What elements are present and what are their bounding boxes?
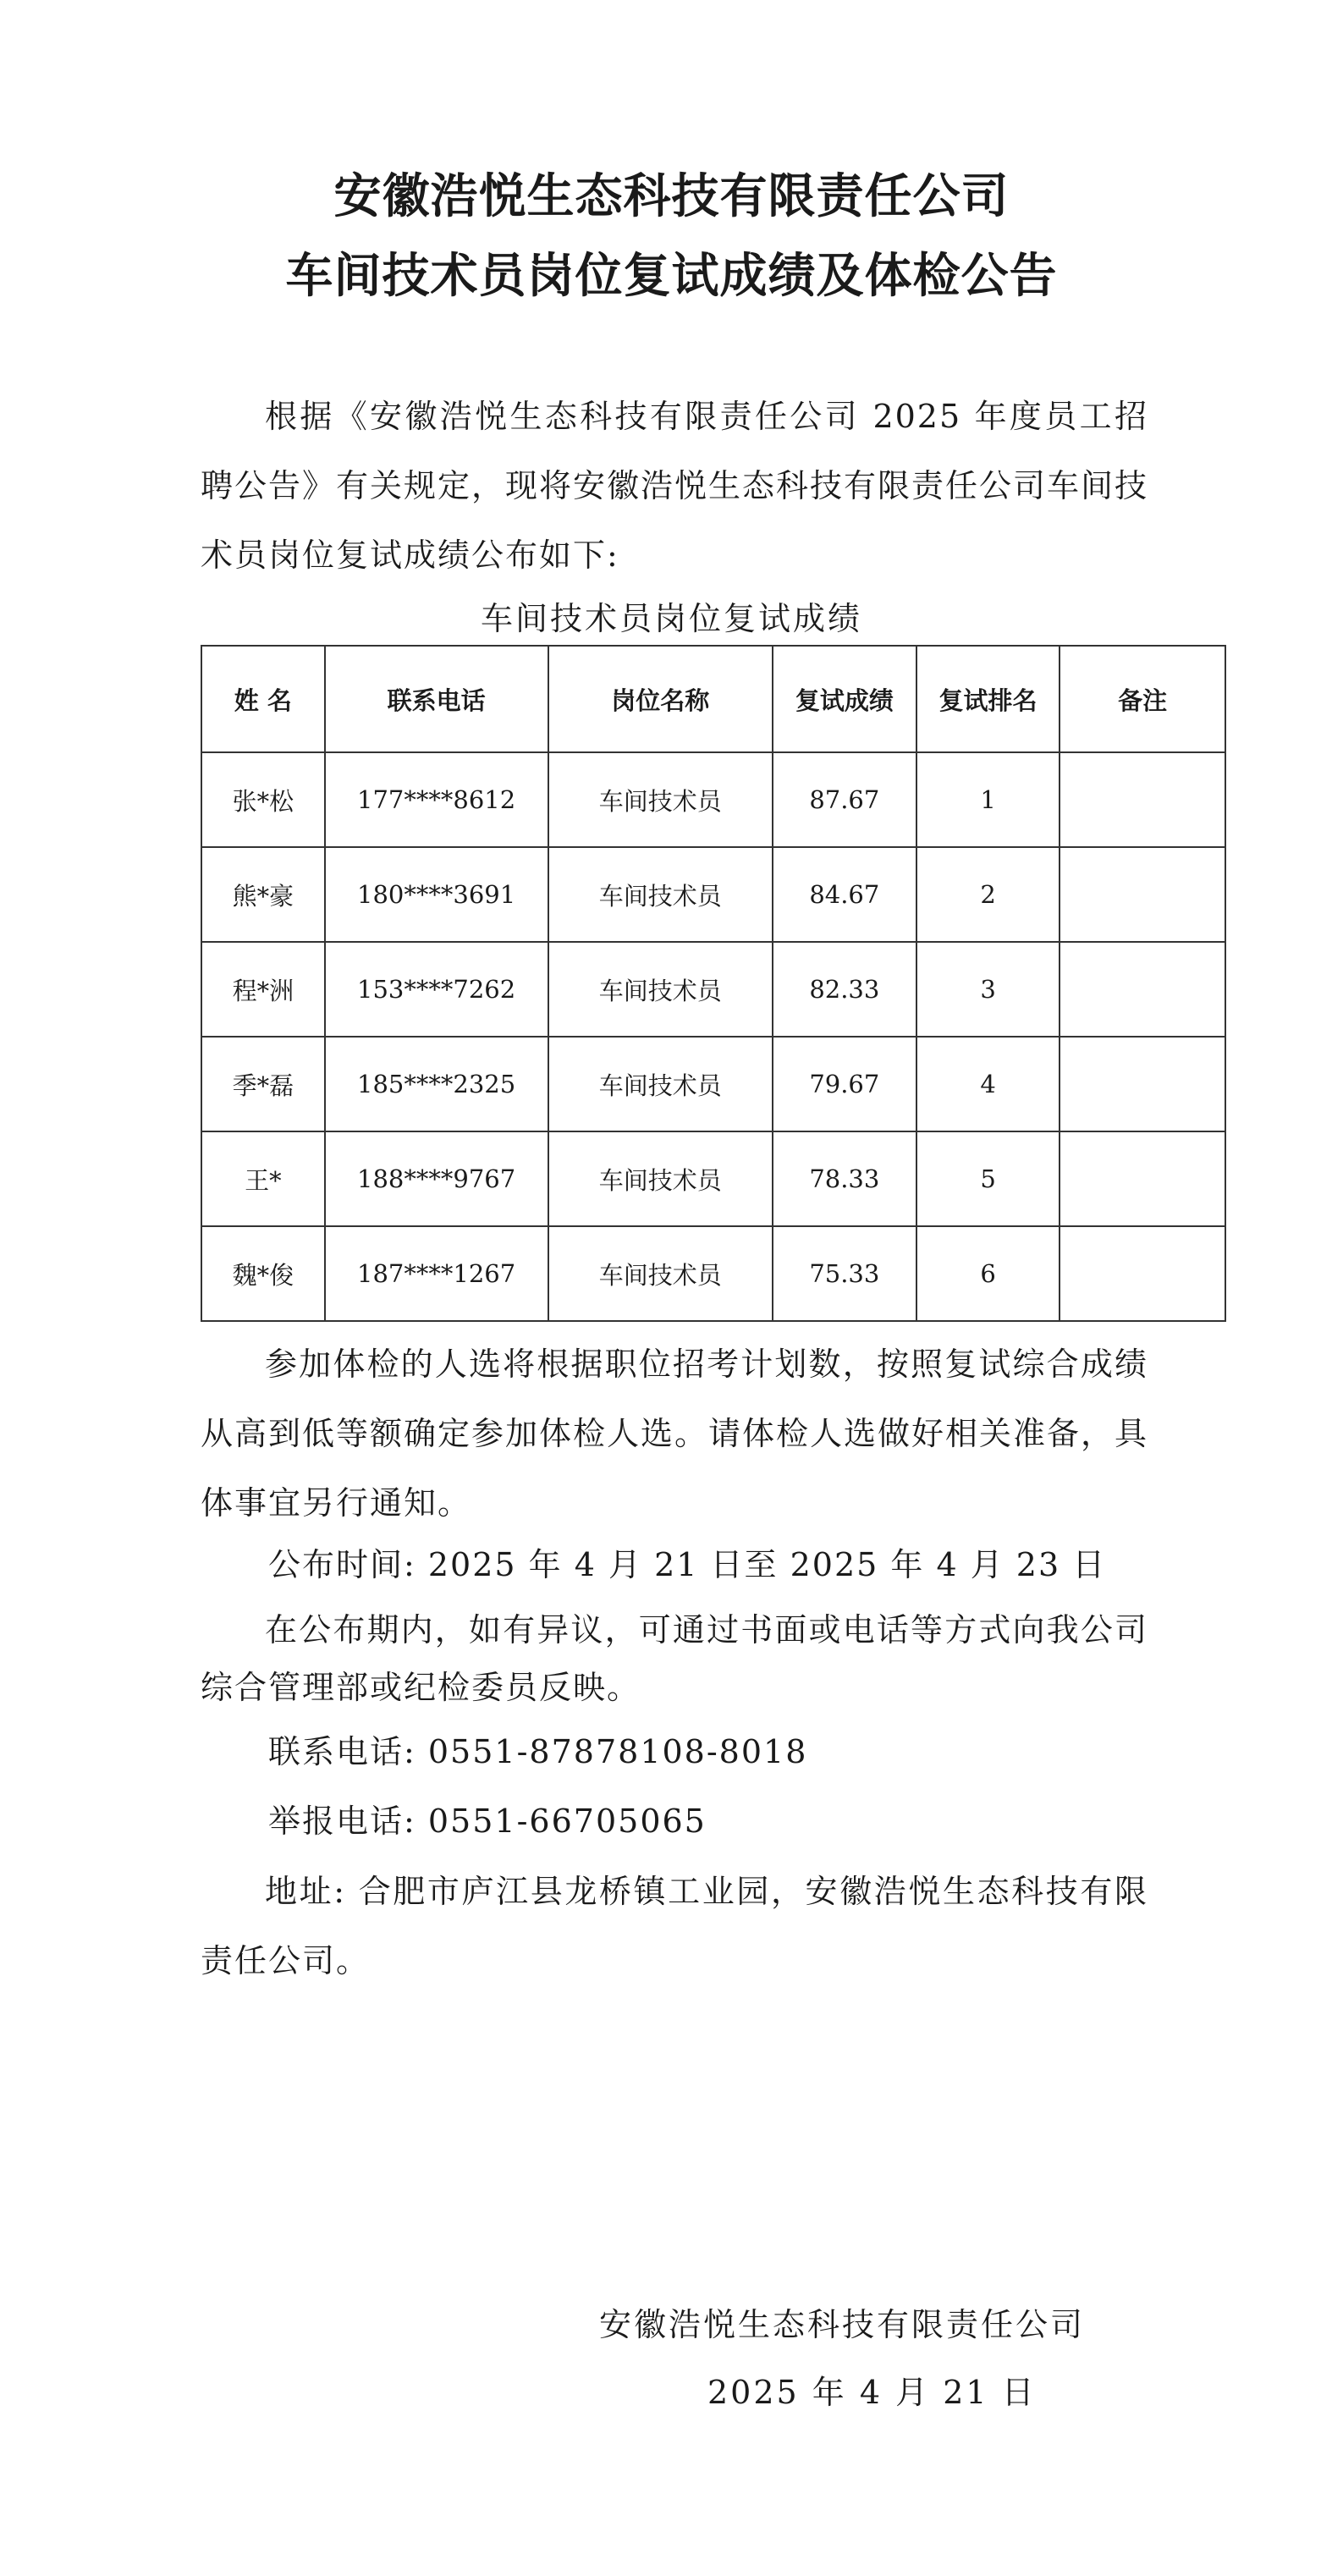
table-caption: 车间技术员岗位复试成绩 xyxy=(480,600,862,637)
scores-table xyxy=(201,645,1226,1322)
cell-rank: 5 xyxy=(916,1131,1060,1226)
cell-score: 87.67 xyxy=(773,752,916,847)
cell-rank: 3 xyxy=(916,942,1060,1037)
cell-note xyxy=(1060,1037,1225,1131)
cell-score: 75.33 xyxy=(773,1226,916,1321)
cell-note xyxy=(1060,942,1225,1037)
cell-phone: 188****9767 xyxy=(325,1131,548,1226)
contact-phone: 联系电话: 0551-87878108-8018 xyxy=(268,1733,808,1770)
cell-name: 程*洲 xyxy=(201,942,325,1037)
cell-name: 季*磊 xyxy=(201,1037,325,1131)
table-row xyxy=(201,1226,1225,1321)
header-name: 姓 名 xyxy=(201,646,325,752)
cell-phone: 185****2325 xyxy=(325,1037,548,1131)
cell-note xyxy=(1060,752,1225,847)
cell-name: 张*松 xyxy=(201,752,325,847)
cell-rank: 4 xyxy=(916,1037,1060,1131)
header-phone: 联系电话 xyxy=(325,646,548,752)
cell-rank: 1 xyxy=(916,752,1060,847)
cell-rank: 6 xyxy=(916,1226,1060,1321)
cell-position: 车间技术员 xyxy=(548,942,773,1037)
cell-phone: 153****7262 xyxy=(325,942,548,1037)
header-rank: 复试排名 xyxy=(916,646,1060,752)
address-paragraph: 地址: 合肥市庐江县龙桥镇工业园，安徽浩悦生态科技有限责任公司。 xyxy=(201,1873,1148,1979)
cell-note xyxy=(1060,1226,1225,1321)
cell-score: 78.33 xyxy=(773,1131,916,1226)
intro-paragraph: 根据《安徽浩悦生态科技有限责任公司 2025 年度员工招聘公告》有关规定，现将安徽浩悦生态科技有限责任公司车间技术员岗位复试成绩公布如下: xyxy=(201,398,1149,574)
report-phone: 举报电话: 0551-66705065 xyxy=(268,1803,707,1840)
cell-position: 车间技术员 xyxy=(548,1226,773,1321)
cell-name: 熊*豪 xyxy=(201,847,325,942)
cell-note xyxy=(1060,1131,1225,1226)
table-row xyxy=(201,847,1225,942)
table-header-row xyxy=(201,646,1225,752)
cell-name: 魏*俊 xyxy=(201,1226,325,1321)
cell-phone: 180****3691 xyxy=(325,847,548,942)
table-row xyxy=(201,1037,1225,1131)
header-position: 岗位名称 xyxy=(548,646,773,752)
cell-phone: 177****8612 xyxy=(325,752,548,847)
cell-position: 车间技术员 xyxy=(548,752,773,847)
header-note: 备注 xyxy=(1060,646,1225,752)
cell-score: 82.33 xyxy=(773,942,916,1037)
cell-position: 车间技术员 xyxy=(548,847,773,942)
document-title-line2: 车间技术员岗位复试成绩及体检公告 xyxy=(285,249,1058,304)
cell-rank: 2 xyxy=(916,847,1060,942)
table-row xyxy=(201,942,1225,1037)
cell-phone: 187****1267 xyxy=(325,1226,548,1321)
cell-score: 79.67 xyxy=(773,1037,916,1131)
header-score: 复试成绩 xyxy=(773,646,916,752)
cell-note xyxy=(1060,847,1225,942)
table-row xyxy=(201,1131,1225,1226)
document-title-line1: 安徽浩悦生态科技有限责任公司 xyxy=(333,169,1010,224)
table-row xyxy=(201,752,1225,847)
publish-time: 公布时间: 2025 年 4 月 21 日至 2025 年 4 月 23 日 xyxy=(268,1546,1107,1583)
cell-position: 车间技术员 xyxy=(548,1037,773,1131)
cell-position: 车间技术员 xyxy=(548,1131,773,1226)
cell-score: 84.67 xyxy=(773,847,916,942)
medical-exam-paragraph: 参加体检的人选将根据职位招考计划数，按照复试综合成绩从高到低等额确定参加体检人选。请体检人选做好相关准备，具体事宜另行通知。 xyxy=(201,1346,1149,1522)
signature-organization: 安徽浩悦生态科技有限责任公司 xyxy=(599,2306,1086,2343)
signature-date: 2025 年 4 月 21 日 xyxy=(707,2374,1037,2411)
cell-name: 王* xyxy=(201,1131,325,1226)
objection-paragraph: 在公布期内，如有异议，可通过书面或电话等方式向我公司综合管理部或纪检委员反映。 xyxy=(201,1611,1148,1706)
